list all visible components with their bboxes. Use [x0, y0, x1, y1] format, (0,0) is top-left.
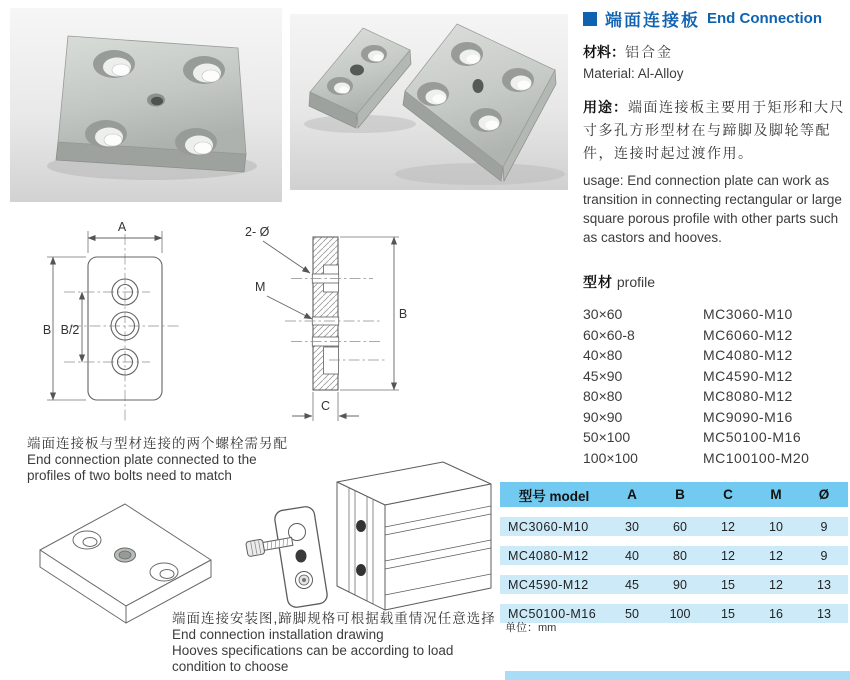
svg-text:B: B — [398, 307, 408, 321]
cell-a: 30 — [625, 519, 639, 534]
profile-model: MC8080-M12 — [703, 388, 793, 404]
profile-bolt-slot — [356, 564, 366, 576]
profile-list — [583, 272, 850, 470]
installation-drawing — [245, 452, 500, 620]
square-plate — [56, 36, 246, 172]
profile-heading-en: profile — [616, 274, 656, 290]
col-header-a: A — [627, 487, 637, 502]
page-title-en: End Connection — [707, 10, 822, 27]
spec-table-header-row — [500, 482, 848, 507]
cell-b: 80 — [673, 548, 687, 563]
cell-model: MC4080-M12 — [508, 548, 589, 563]
profile-item — [583, 388, 850, 409]
profile-extrusion — [337, 462, 491, 610]
profile-bolt-slot — [356, 520, 366, 532]
dim-label-b2: B/2 — [60, 323, 80, 337]
end-plate — [274, 505, 329, 608]
profile-size: 50×100 — [583, 429, 631, 445]
svg-text:2- Ø: 2- Ø — [245, 225, 270, 239]
usage-label-zh: 用途： — [583, 99, 628, 115]
dim-label-a: A — [117, 220, 127, 234]
profile-model: MC50100-M16 — [703, 429, 802, 445]
front-view-drawing — [20, 218, 220, 433]
profile-model: MC6060-M12 — [703, 326, 793, 343]
profile-size: 60×60-8 — [583, 326, 635, 343]
product-photo-two-plates — [290, 14, 568, 190]
unit-note: 单位：mm — [505, 622, 557, 634]
section-header — [583, 6, 822, 31]
caption-bolts-en2: profiles of two bolts need to match — [27, 468, 232, 483]
section-view-drawing — [233, 218, 413, 433]
cell-c: 15 — [721, 606, 735, 621]
cell-m: 16 — [769, 606, 783, 621]
isometric-plate-drawing — [15, 490, 230, 612]
cell-model: MC3060-M10 — [508, 519, 589, 534]
cell-c: 12 — [721, 519, 735, 534]
cell-b: 90 — [673, 577, 687, 592]
cell-dia: 13 — [817, 577, 831, 592]
cell-dia: 13 — [817, 606, 831, 621]
cell-a: 50 — [625, 606, 639, 621]
profile-item — [583, 327, 850, 348]
cell-model: MC50100-M16 — [508, 606, 597, 621]
svg-text:C: C — [320, 399, 331, 413]
caption-install-en3: condition to choose — [172, 659, 289, 674]
profile-item — [583, 409, 850, 430]
profile-size: 80×80 — [583, 388, 623, 404]
profile-size: 100×100 — [583, 449, 638, 466]
caption-install-en2: Hooves specifications can be according to load — [172, 643, 454, 658]
profile-size: 40×80 — [583, 347, 623, 363]
col-header-model: 型号 model — [518, 488, 590, 504]
cell-a: 45 — [625, 577, 639, 592]
cell-a: 40 — [625, 548, 639, 563]
caption-install — [172, 610, 496, 675]
profile-size: 30×60 — [583, 306, 623, 322]
col-header-b: B — [675, 487, 685, 502]
caption-bolts-zh: 端面连接板与型材连接的两个螺栓需另配 — [27, 436, 288, 451]
dim-B2 — [61, 292, 82, 362]
profile-item — [583, 347, 850, 368]
caption-install-en1: End connection installation drawing — [172, 627, 384, 642]
profile-heading — [583, 272, 850, 292]
cell-dia: 9 — [820, 548, 828, 563]
page-title-zh: 端面连接板 — [605, 11, 700, 30]
col-header-dia: Ø — [818, 487, 830, 502]
profile-item — [583, 429, 850, 450]
profile-model: MC9090-M16 — [703, 408, 793, 425]
material-line-en: Material: Al-Alloy — [583, 66, 684, 81]
dim-C — [292, 392, 359, 421]
col-header-c: C — [723, 487, 733, 502]
dim-B-section — [340, 237, 407, 390]
cell-m: 12 — [769, 577, 783, 592]
caption-install-zh: 端面连接安装图,蹄脚规格可根据载重情况任意选择 — [172, 611, 496, 626]
profile-model: MC3060-M10 — [703, 306, 793, 322]
caption-bolts-en1: End connection plate connected to the — [27, 452, 257, 467]
spec-table — [500, 482, 848, 623]
cell-c: 12 — [721, 548, 735, 563]
product-photo-square-plate — [10, 8, 282, 202]
cell-c: 15 — [721, 577, 735, 592]
profile-item — [583, 450, 850, 471]
profile-heading-zh: 型材 — [583, 274, 613, 290]
usage-block — [583, 96, 850, 247]
footer-accent-bar — [505, 671, 850, 680]
profile-item — [583, 368, 850, 389]
label-M — [255, 280, 312, 319]
profile-size: 45×90 — [583, 367, 623, 384]
spec-table-row — [500, 575, 848, 594]
profile-model: MC4080-M12 — [703, 347, 793, 363]
profile-model: MC4590-M12 — [703, 367, 793, 384]
usage-text-zh: 端面连接板主要用于矩形和大尺寸多孔方形型材在与蹄脚及脚轮等配件，连接时起过渡作用。 — [583, 99, 845, 161]
label-2-dia — [245, 225, 310, 273]
usage-text-en: usage: End connection plate can work as transition in connecting rectangular or large square porous profile with other parts such as castors and hooves. — [583, 173, 842, 245]
spec-table-row — [500, 546, 848, 565]
material-label-zh: 材料： — [583, 44, 625, 60]
col-header-m: M — [770, 487, 782, 502]
cell-dia: 9 — [820, 519, 828, 534]
cell-b: 60 — [673, 519, 687, 534]
dim-label-b: B — [42, 323, 52, 337]
profile-item — [583, 306, 850, 327]
cell-b: 100 — [669, 606, 691, 621]
cell-model: MC4590-M12 — [508, 577, 589, 592]
spec-table-row — [500, 517, 848, 536]
material-block — [583, 42, 684, 81]
plate-holes — [64, 279, 180, 375]
material-value-zh: 铝合金 — [625, 44, 673, 60]
cell-m: 12 — [769, 548, 783, 563]
profile-model: MC100100-M20 — [703, 449, 810, 466]
profile-size: 90×90 — [583, 408, 623, 425]
title-bullet-square-icon — [583, 12, 597, 26]
cell-m: 10 — [769, 519, 783, 534]
center-hole — [147, 94, 165, 107]
iso-center-hole — [115, 548, 136, 562]
svg-text:M: M — [255, 280, 266, 294]
